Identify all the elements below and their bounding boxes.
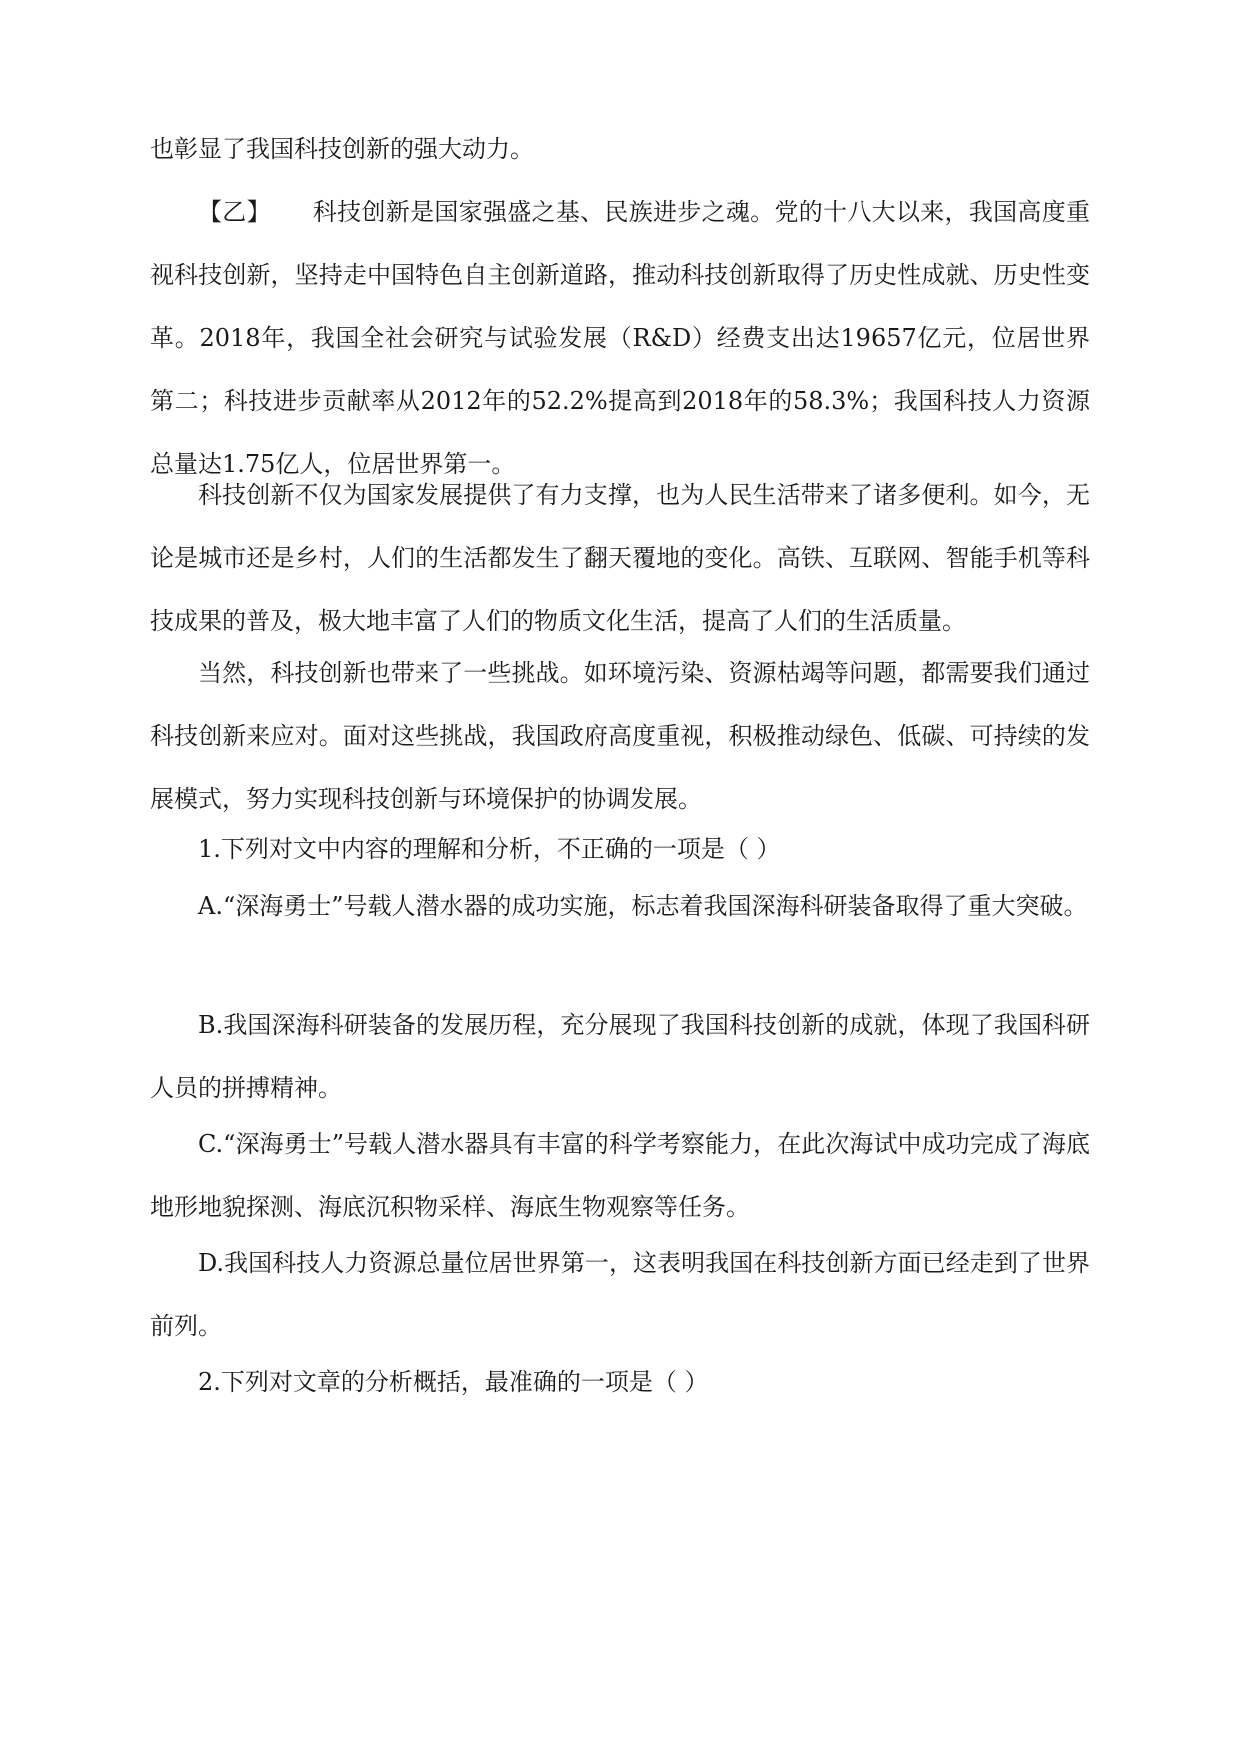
question-1-option-d: D.我国科技人力资源总量位居世界第一，这表明我国在科技创新方面已经走到了世界前列。 — [150, 1249, 1090, 1340]
question-2-stem: 2.下列对文章的分析概括，最准确的一项是（ ） — [198, 1368, 709, 1396]
question-1-option-a: A.“深海勇士”号载人潜水器的成功实施，标志着我国深海科研装备取得了重大突破。 — [198, 892, 1088, 920]
question-1-option-b: B.我国深海科研装备的发展历程，充分展现了我国科技创新的成就，体现了我国科研人员的拼搏精神。 — [150, 1011, 1090, 1102]
paragraph-yi — [150, 181, 1090, 496]
paragraph-benefit: 科技创新不仅为国家发展提供了有力支撑，也为人民生活带来了诸多便利。如今，无论是城市还是乡村，人们的生活都发生了翻天覆地的变化。高铁、互联网、智能手机等科技成果的普及，极大地丰富了人们的物质文化生活，提高了人们的生活质量。 — [150, 481, 1090, 635]
section-label-yi: 【乙】 — [198, 198, 271, 226]
paragraph-challenge: 当然，科技创新也带来了一些挑战。如环境污染、资源枯竭等问题，都需要我们通过科技创新来应对。面对这些挑战，我国政府高度重视，积极推动绿色、低碳、可持续的发展模式，努力实现科技创新与环境保护的协调发展。 — [150, 659, 1090, 813]
paragraph-yi-text: 科技创新是国家强盛之基、民族进步之魂。党的十八大以来，我国高度重视科技创新，坚持走中国特色自主创新道路，推动科技创新取得了历史性成就、历史性变革。2018年，我国全社会研究与试验发展（R&D）经费支出达19657亿元，位居世界第二；科技进步贡献率从2012年的52.2%提高到2018年的58.3%；我国科技人力资源总量达1.75亿人，位居世界第一。 — [150, 198, 1091, 478]
question-1-option-c: C.“深海勇士”号载人潜水器具有丰富的科学考察能力，在此次海试中成功完成了海底地形地貌探测、海底沉积物采样、海底生物观察等任务。 — [150, 1130, 1090, 1221]
question-1-stem: 1.下列对文中内容的理解和分析，不正确的一项是（ ） — [198, 835, 781, 863]
paragraph-continuation: 也彰显了我国科技创新的强大动力。 — [150, 135, 534, 163]
